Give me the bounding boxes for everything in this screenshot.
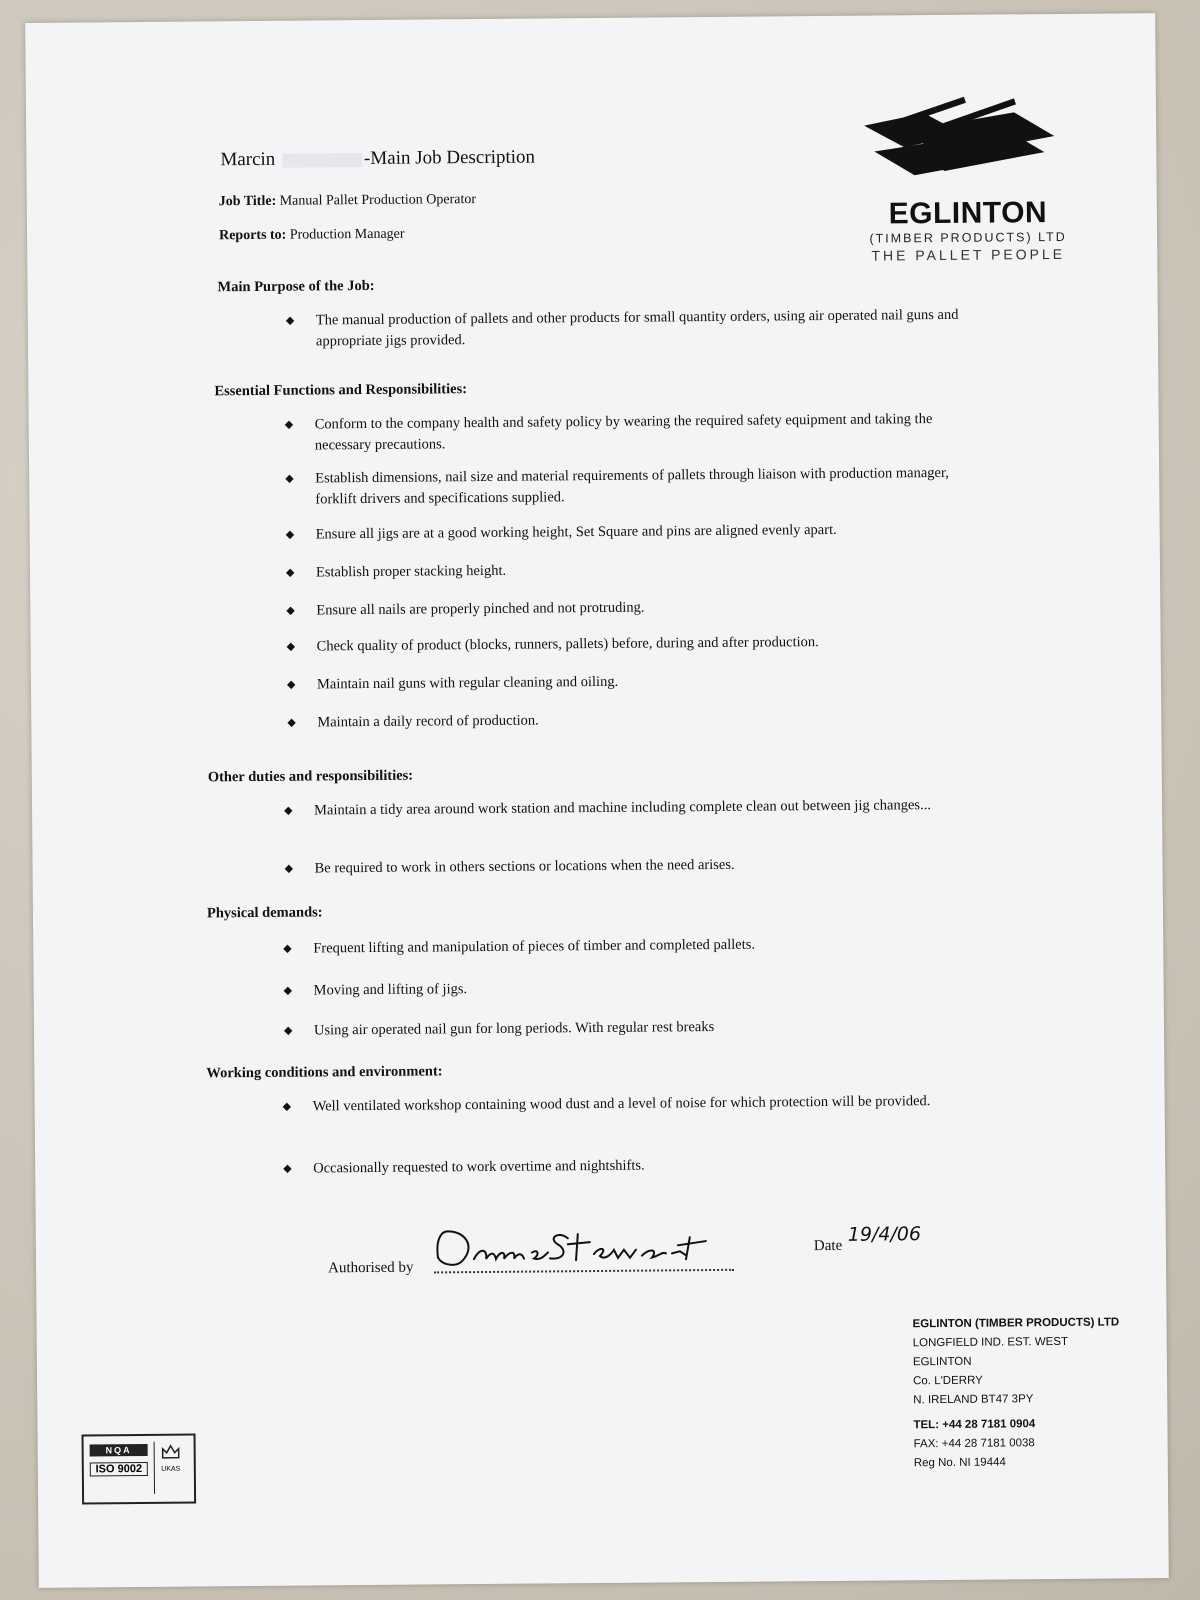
bullet-icon: ◆ <box>285 566 295 579</box>
iso-label: ISO 9002 <box>90 1462 148 1477</box>
job-title-line <box>219 192 476 210</box>
ukas-label: UKAS <box>161 1465 181 1473</box>
bullet-icon: ◆ <box>283 984 293 997</box>
bullet-icon: ◆ <box>286 678 296 691</box>
list-item: ◆ Ensure all nails are properly pinched and not protruding. <box>316 595 976 622</box>
bullet-icon: ◆ <box>287 716 296 729</box>
address-fax: FAX: +44 28 7181 0038 <box>913 1437 1035 1451</box>
list-item: ◆ Occasionally requested to work overtime and nightshifts. <box>313 1153 973 1180</box>
logo-name: EGLINTON <box>888 196 1048 231</box>
list-item: ◆ Moving and lifting of jigs. <box>314 975 974 1002</box>
list-item: ◆ Frequent lifting and manipulation of pieces of timber and completed pallets. <box>313 933 973 960</box>
list-item: ◆ Be required to work in others sections or locations when the need arises. <box>314 853 974 880</box>
list-item: ◆ The manual production of pallets and other products for small quantity orders, using air operated nail guns and appropriate jigs provided. <box>285 306 959 350</box>
ukas-mark <box>154 1442 187 1494</box>
section-heading-working: Working conditions and environment: <box>206 1063 443 1082</box>
address-reg: Reg No. NI 19444 <box>913 1456 1006 1470</box>
list-item: ◆ Maintain a daily record of production. <box>317 707 977 734</box>
address-line: Co. L'DERRY <box>913 1374 983 1388</box>
nqa-logo: NQA <box>90 1444 148 1457</box>
bullet-icon: ◆ <box>285 528 295 541</box>
list-item: ◆ Maintain nail guns with regular cleaning and oiling. <box>317 669 977 696</box>
list-item: ◆ Ensure all jigs are at a good working height, Set Square and pins are aligned evenly apart. <box>316 519 976 546</box>
company-logo <box>864 94 1075 266</box>
title-suffix: -Main Job Description <box>363 146 536 170</box>
redacted-name <box>282 153 362 168</box>
address-company: EGLINTON (TIMBER PRODUCTS) LTD <box>912 1316 1120 1331</box>
job-title-value: Manual Pallet Production Operator <box>279 192 477 209</box>
address-line: EGLINTON <box>912 1355 972 1369</box>
bullet-icon: ◆ <box>285 314 295 327</box>
list-item: ◆ Check quality of product (blocks, runners, pallets) before, during and after production. <box>317 631 977 658</box>
bullet-icon: ◆ <box>283 1024 293 1037</box>
address-line: LONGFIELD IND. EST. WEST <box>912 1335 1069 1350</box>
section-heading-purpose: Main Purpose of the Job: <box>217 277 375 296</box>
list-item: ◆ Well ventilated workshop containing wood dust and a level of noise for which protection will be provided. <box>313 1091 973 1118</box>
title-prefix: Marcin <box>220 148 276 171</box>
iso-certification-badge <box>82 1434 197 1505</box>
pallet-logo-icon <box>864 94 1075 196</box>
reports-to-label: Reports to: <box>218 227 287 244</box>
address-line: N. IRELAND BT47 3PY <box>913 1393 1034 1407</box>
job-title-label: Job Title: <box>218 193 277 210</box>
bullet-icon: ◆ <box>283 1162 292 1175</box>
bullet-icon: ◆ <box>283 942 292 955</box>
address-tel: TEL: +44 28 7181 0904 <box>913 1418 1036 1432</box>
bullet-icon: ◆ <box>284 418 294 431</box>
list-item: ◆ Using air operated nail gun for long periods. With regular rest breaks <box>314 1015 974 1042</box>
list-item: ◆ Establish dimensions, nail size and material requirements of pallets through liaison with production manager, forklift drivers and specifications supplied. <box>285 464 949 508</box>
company-address <box>913 1313 1121 1473</box>
bullet-icon: ◆ <box>286 604 295 617</box>
date-value: 19/4/06 <box>847 1223 922 1246</box>
list-item: ◆ Maintain a tidy area around work station and machine including complete clean out between jig changes... <box>314 795 974 822</box>
signature <box>428 1215 739 1278</box>
reports-to-value: Production Manager <box>289 226 405 243</box>
list-item: ◆ Establish proper stacking height. <box>316 557 976 584</box>
bullet-icon: ◆ <box>284 862 294 875</box>
list-item: ◆ Conform to the company health and safety policy by wearing the required safety equipment and taking the necessary precautions. <box>284 411 933 454</box>
page-title <box>220 147 535 172</box>
date-label: Date <box>813 1237 843 1255</box>
section-heading-other: Other duties and responsibilities: <box>207 767 414 786</box>
bullet-icon: ◆ <box>284 804 293 817</box>
reports-to-line <box>219 227 405 245</box>
logo-sub: (TIMBER PRODUCTS) LTD <box>869 229 1067 246</box>
logo-tagline: THE PALLET PEOPLE <box>871 245 1066 264</box>
section-heading-physical: Physical demands: <box>206 904 323 922</box>
bullet-icon: ◆ <box>286 640 296 653</box>
document-page <box>25 13 1169 1588</box>
bullet-icon: ◆ <box>282 1100 292 1113</box>
section-heading-essential: Essential Functions and Responsibilities: <box>214 381 468 400</box>
authorised-by-label: Authorised by <box>328 1259 414 1277</box>
crown-icon <box>160 1442 182 1464</box>
bullet-icon: ◆ <box>285 472 294 485</box>
